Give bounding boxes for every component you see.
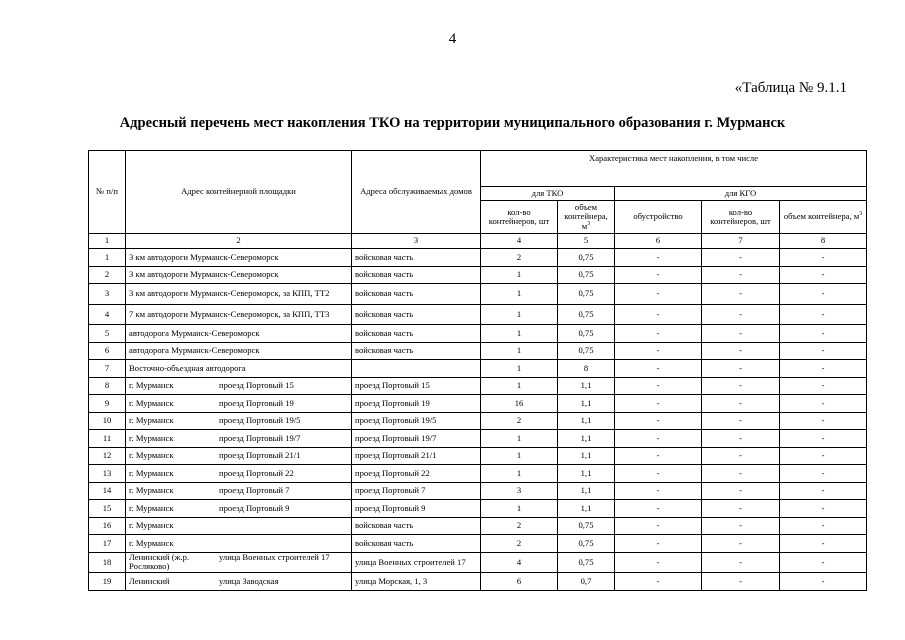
kgo-facility: - bbox=[615, 430, 702, 448]
kgo-container-count: - bbox=[702, 482, 780, 500]
kgo-facility: - bbox=[615, 517, 702, 535]
tko-container-volume: 0,75 bbox=[558, 535, 615, 553]
container-address bbox=[126, 249, 352, 267]
tko-container-volume: 1,1 bbox=[558, 465, 615, 483]
kgo-container-count: - bbox=[702, 412, 780, 430]
served-address: улица Морская, 1, 3 bbox=[352, 573, 481, 591]
tko-container-volume: 1,1 bbox=[558, 377, 615, 395]
address-street: проезд Портовый 15 bbox=[219, 380, 294, 391]
container-address bbox=[126, 412, 352, 430]
address-locality: г. Мурманск bbox=[129, 415, 174, 426]
table-row bbox=[89, 342, 867, 360]
header-kgo-facility: обустройство bbox=[615, 201, 702, 234]
table-row bbox=[89, 412, 867, 430]
served-address: проезд Портовый 9 bbox=[352, 500, 481, 518]
table-row bbox=[89, 573, 867, 591]
kgo-container-volume: - bbox=[780, 517, 867, 535]
kgo-container-count: - bbox=[702, 249, 780, 267]
container-address bbox=[126, 304, 352, 325]
served-address: войсковая часть bbox=[352, 517, 481, 535]
kgo-container-volume: - bbox=[780, 266, 867, 284]
column-number: 1 bbox=[89, 234, 126, 249]
address-locality: г. Мурманск bbox=[129, 397, 174, 408]
column-number: 6 bbox=[615, 234, 702, 249]
kgo-facility: - bbox=[615, 465, 702, 483]
kgo-facility: - bbox=[615, 377, 702, 395]
column-number: 7 bbox=[702, 234, 780, 249]
kgo-container-count: - bbox=[702, 500, 780, 518]
address-locality: г. Мурманск bbox=[129, 432, 174, 443]
kgo-facility: - bbox=[615, 395, 702, 413]
kgo-facility: - bbox=[615, 552, 702, 573]
table-row bbox=[89, 500, 867, 518]
address-street: проезд Портовый 22 bbox=[219, 467, 294, 478]
kgo-container-count: - bbox=[702, 430, 780, 448]
tko-container-count: 16 bbox=[481, 395, 558, 413]
kgo-container-volume: - bbox=[780, 249, 867, 267]
served-address: проезд Портовый 19/7 bbox=[352, 430, 481, 448]
kgo-facility: - bbox=[615, 342, 702, 360]
row-number: 2 bbox=[89, 266, 126, 284]
served-address: проезд Портовый 19 bbox=[352, 395, 481, 413]
tko-container-count: 1 bbox=[481, 430, 558, 448]
address-street: проезд Портовый 19/5 bbox=[219, 415, 301, 426]
kgo-container-count: - bbox=[702, 304, 780, 325]
container-address bbox=[126, 395, 352, 413]
table-row bbox=[89, 249, 867, 267]
tko-container-count: 1 bbox=[481, 360, 558, 378]
kgo-facility: - bbox=[615, 266, 702, 284]
table-body bbox=[89, 249, 867, 591]
kgo-container-count: - bbox=[702, 573, 780, 591]
kgo-facility: - bbox=[615, 535, 702, 553]
tko-container-volume: 1,1 bbox=[558, 395, 615, 413]
header-served: Адреса обслуживаемых домов bbox=[352, 151, 481, 234]
tko-container-volume: 8 bbox=[558, 360, 615, 378]
kgo-container-volume: - bbox=[780, 325, 867, 343]
kgo-facility: - bbox=[615, 360, 702, 378]
kgo-container-volume: - bbox=[780, 482, 867, 500]
kgo-container-count: - bbox=[702, 266, 780, 284]
kgo-container-volume: - bbox=[780, 430, 867, 448]
row-number: 4 bbox=[89, 304, 126, 325]
address-locality: Ленинский (ж.р. Росляково) bbox=[129, 552, 190, 572]
column-number: 3 bbox=[352, 234, 481, 249]
kgo-container-volume: - bbox=[780, 284, 867, 305]
table-row bbox=[89, 377, 867, 395]
tko-container-volume: 0,75 bbox=[558, 284, 615, 305]
kgo-facility: - bbox=[615, 447, 702, 465]
tko-container-count: 2 bbox=[481, 412, 558, 430]
table-row bbox=[89, 304, 867, 325]
kgo-container-volume: - bbox=[780, 342, 867, 360]
row-number: 12 bbox=[89, 447, 126, 465]
address-street: проезд Портовый 21/1 bbox=[219, 450, 301, 461]
kgo-container-count: - bbox=[702, 552, 780, 573]
kgo-container-count: - bbox=[702, 377, 780, 395]
tko-container-volume: 0,7 bbox=[558, 573, 615, 591]
tko-container-count: 2 bbox=[481, 249, 558, 267]
address-locality: г. Мурманск bbox=[129, 520, 174, 531]
table-row bbox=[89, 430, 867, 448]
table-row bbox=[89, 447, 867, 465]
row-number: 18 bbox=[89, 552, 126, 573]
tko-container-count: 1 bbox=[481, 342, 558, 360]
tko-container-count: 1 bbox=[481, 447, 558, 465]
row-number: 16 bbox=[89, 517, 126, 535]
document-title: Адресный перечень мест накопления ТКО на территории муниципального образования г. Мурманск bbox=[119, 115, 786, 131]
address-locality: автодорога Мурманск-Североморск bbox=[129, 345, 260, 356]
address-street: улица Военных строителей 17 bbox=[219, 552, 330, 563]
container-address bbox=[126, 573, 352, 591]
container-address bbox=[126, 535, 352, 553]
address-locality: г. Мурманск bbox=[129, 380, 174, 391]
kgo-facility: - bbox=[615, 500, 702, 518]
table-row bbox=[89, 465, 867, 483]
container-address bbox=[126, 266, 352, 284]
address-locality: г. Мурманск bbox=[129, 502, 174, 513]
address-locality: 3 км автодороги Мурманск-Североморск bbox=[129, 269, 279, 280]
address-street: улица Заводская bbox=[219, 575, 279, 586]
tko-container-count: 1 bbox=[481, 465, 558, 483]
kgo-container-count: - bbox=[702, 342, 780, 360]
address-locality: Ленинский bbox=[129, 575, 170, 586]
address-street: проезд Портовый 7 bbox=[219, 485, 290, 496]
container-address bbox=[126, 552, 352, 573]
served-address: войсковая часть bbox=[352, 325, 481, 343]
row-number: 5 bbox=[89, 325, 126, 343]
address-locality: г. Мурманск bbox=[129, 537, 174, 548]
row-number: 19 bbox=[89, 573, 126, 591]
header-kgo: для КГО bbox=[615, 187, 867, 201]
kgo-container-volume: - bbox=[780, 500, 867, 518]
table-row bbox=[89, 395, 867, 413]
table-row bbox=[89, 535, 867, 553]
container-address bbox=[126, 447, 352, 465]
kgo-facility: - bbox=[615, 249, 702, 267]
table-row bbox=[89, 552, 867, 573]
table-row bbox=[89, 284, 867, 305]
tko-container-volume: 0,75 bbox=[558, 517, 615, 535]
table-row bbox=[89, 325, 867, 343]
column-number: 2 bbox=[126, 234, 352, 249]
tko-container-count: 1 bbox=[481, 377, 558, 395]
kgo-container-volume: - bbox=[780, 377, 867, 395]
served-address: проезд Портовый 22 bbox=[352, 465, 481, 483]
kgo-container-count: - bbox=[702, 517, 780, 535]
header-kgo-count: кол-во контейнеров, шт bbox=[702, 201, 780, 234]
container-address bbox=[126, 325, 352, 343]
kgo-container-volume: - bbox=[780, 395, 867, 413]
tko-container-volume: 0,75 bbox=[558, 325, 615, 343]
tko-container-count: 2 bbox=[481, 517, 558, 535]
header-tko-count: кол-во контейнеров, шт bbox=[481, 201, 558, 234]
container-address bbox=[126, 465, 352, 483]
served-address: войсковая часть bbox=[352, 284, 481, 305]
tko-container-volume: 1,1 bbox=[558, 500, 615, 518]
row-number: 14 bbox=[89, 482, 126, 500]
registry-table bbox=[88, 150, 867, 591]
row-number: 6 bbox=[89, 342, 126, 360]
address-street: проезд Портовый 9 bbox=[219, 502, 290, 513]
tko-container-count: 1 bbox=[481, 266, 558, 284]
kgo-container-count: - bbox=[702, 535, 780, 553]
container-address bbox=[126, 482, 352, 500]
container-address bbox=[126, 342, 352, 360]
container-address bbox=[126, 430, 352, 448]
table-row bbox=[89, 482, 867, 500]
served-address: войсковая часть bbox=[352, 266, 481, 284]
container-address bbox=[126, 377, 352, 395]
served-address: войсковая часть bbox=[352, 342, 481, 360]
kgo-container-count: - bbox=[702, 284, 780, 305]
kgo-container-count: - bbox=[702, 325, 780, 343]
row-number: 10 bbox=[89, 412, 126, 430]
address-locality: 3 км автодороги Мурманск-Североморск, за КПП, ТТ2 bbox=[129, 288, 330, 299]
row-number: 8 bbox=[89, 377, 126, 395]
address-locality: г. Мурманск bbox=[129, 450, 174, 461]
header-address: Адрес контейнерной площадки bbox=[126, 151, 352, 234]
address-locality: Восточно-объездная автодорога bbox=[129, 362, 246, 373]
kgo-container-count: - bbox=[702, 465, 780, 483]
address-locality: г. Мурманск bbox=[129, 467, 174, 478]
address-locality: автодорога Мурманск-Североморск bbox=[129, 327, 260, 338]
row-number: 15 bbox=[89, 500, 126, 518]
tko-container-volume: 1,1 bbox=[558, 430, 615, 448]
column-number: 8 bbox=[780, 234, 867, 249]
kgo-facility: - bbox=[615, 412, 702, 430]
table-row bbox=[89, 517, 867, 535]
container-address bbox=[126, 517, 352, 535]
kgo-container-volume: - bbox=[780, 552, 867, 573]
kgo-container-volume: - bbox=[780, 573, 867, 591]
tko-container-count: 1 bbox=[481, 325, 558, 343]
container-address bbox=[126, 360, 352, 378]
column-number: 5 bbox=[558, 234, 615, 249]
kgo-container-volume: - bbox=[780, 360, 867, 378]
address-street: проезд Портовый 19/7 bbox=[219, 432, 301, 443]
served-address: войсковая часть bbox=[352, 535, 481, 553]
kgo-container-count: - bbox=[702, 360, 780, 378]
tko-container-count: 1 bbox=[481, 304, 558, 325]
kgo-container-volume: - bbox=[780, 465, 867, 483]
column-number-row bbox=[89, 234, 867, 249]
header-tko: для ТКО bbox=[481, 187, 615, 201]
served-address: войсковая часть bbox=[352, 304, 481, 325]
tko-container-count: 1 bbox=[481, 284, 558, 305]
served-address: улица Военных строителей 17 bbox=[352, 552, 481, 573]
tko-container-volume: 0,75 bbox=[558, 249, 615, 267]
kgo-facility: - bbox=[615, 573, 702, 591]
container-address bbox=[126, 284, 352, 305]
kgo-container-count: - bbox=[702, 447, 780, 465]
container-address bbox=[126, 500, 352, 518]
tko-container-count: 2 bbox=[481, 535, 558, 553]
page-number: 4 bbox=[448, 31, 457, 47]
kgo-container-count: - bbox=[702, 395, 780, 413]
served-address: проезд Портовый 21/1 bbox=[352, 447, 481, 465]
tko-container-count: 3 bbox=[481, 482, 558, 500]
header-num: № п/п bbox=[89, 151, 126, 234]
table-row bbox=[89, 360, 867, 378]
tko-container-volume: 1,1 bbox=[558, 447, 615, 465]
tko-container-volume: 0,75 bbox=[558, 304, 615, 325]
served-address: проезд Портовый 7 bbox=[352, 482, 481, 500]
kgo-container-volume: - bbox=[780, 447, 867, 465]
kgo-facility: - bbox=[615, 304, 702, 325]
column-number: 4 bbox=[481, 234, 558, 249]
kgo-container-volume: - bbox=[780, 535, 867, 553]
tko-container-volume: 0,75 bbox=[558, 342, 615, 360]
tko-container-count: 4 bbox=[481, 552, 558, 573]
row-number: 3 bbox=[89, 284, 126, 305]
kgo-facility: - bbox=[615, 325, 702, 343]
address-locality: 7 км автодороги Мурманск-Североморск, за КПП, ТТ3 bbox=[129, 308, 330, 319]
row-number: 9 bbox=[89, 395, 126, 413]
served-address bbox=[352, 360, 481, 378]
table-row bbox=[89, 266, 867, 284]
tko-container-count: 1 bbox=[481, 500, 558, 518]
tko-container-volume: 1,1 bbox=[558, 482, 615, 500]
tko-container-volume: 0,75 bbox=[558, 266, 615, 284]
header-characteristics: Характеристика мест накопления, в том числе bbox=[481, 151, 867, 187]
row-number: 11 bbox=[89, 430, 126, 448]
kgo-container-volume: - bbox=[780, 304, 867, 325]
tko-container-volume: 0,75 bbox=[558, 552, 615, 573]
tko-container-count: 6 bbox=[481, 573, 558, 591]
header-tko-volume: объем контейнера, $м^3$ bbox=[558, 201, 615, 234]
served-address: войсковая часть bbox=[352, 249, 481, 267]
kgo-container-volume: - bbox=[780, 412, 867, 430]
tko-container-volume: 1,1 bbox=[558, 412, 615, 430]
kgo-facility: - bbox=[615, 284, 702, 305]
row-number: 1 bbox=[89, 249, 126, 267]
header-kgo-volume: объем контейнера, $м^3$ bbox=[780, 201, 867, 234]
address-locality: г. Мурманск bbox=[129, 485, 174, 496]
served-address: проезд Портовый 15 bbox=[352, 377, 481, 395]
address-locality: 3 км автодороги Мурманск-Североморск bbox=[129, 251, 279, 262]
kgo-facility: - bbox=[615, 482, 702, 500]
address-street: проезд Портовый 19 bbox=[219, 397, 294, 408]
table-reference: «Таблица № 9.1.1 bbox=[734, 80, 847, 96]
served-address: проезд Портовый 19/5 bbox=[352, 412, 481, 430]
row-number: 13 bbox=[89, 465, 126, 483]
row-number: 7 bbox=[89, 360, 126, 378]
row-number: 17 bbox=[89, 535, 126, 553]
